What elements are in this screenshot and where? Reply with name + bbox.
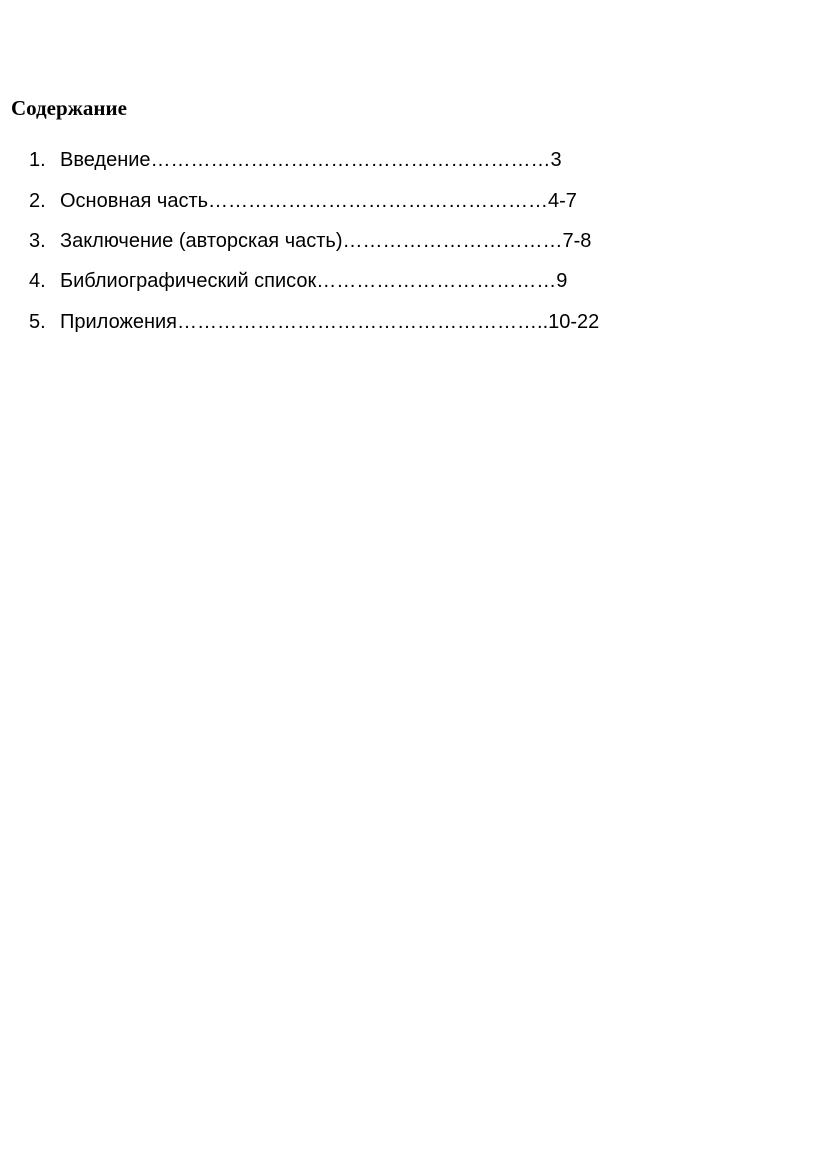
toc-item-number: 4. — [29, 270, 46, 292]
toc-item-text: Основная часть……………………………………………4-7 — [60, 190, 577, 212]
toc-item-text: Заключение (авторская часть)……………………………7-8 — [60, 230, 592, 252]
toc-item-text: Библиографический список………………………………9 — [60, 270, 568, 292]
toc-item-number: 1. — [29, 149, 46, 171]
toc-item-text: Приложения………………………………………………..10-22 — [60, 311, 600, 333]
page-title: Содержание — [11, 96, 127, 120]
toc-item-number: 5. — [29, 311, 46, 333]
toc-item-number: 3. — [29, 230, 46, 252]
toc-item-number: 2. — [29, 190, 46, 212]
toc-item-text: Введение……………………………………………………3 — [60, 149, 562, 171]
